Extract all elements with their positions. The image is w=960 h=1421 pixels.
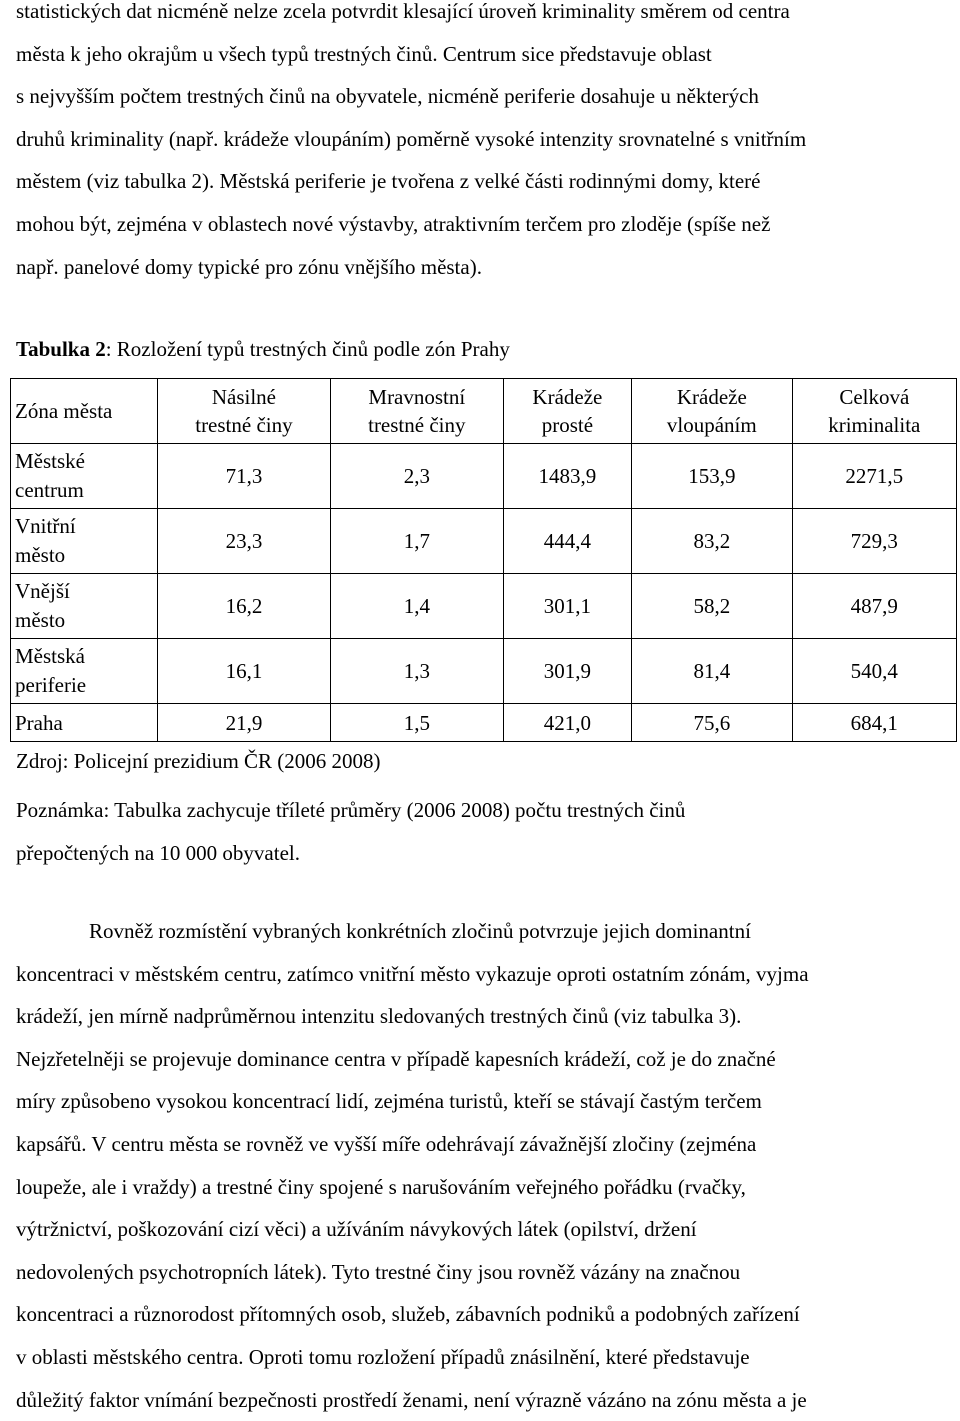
value-cell: 684,1 — [792, 704, 956, 742]
table-caption — [16, 334, 510, 364]
text-line: v oblasti městského centra. Oproti tomu rozložení případů znásilnění, které představuje — [16, 1344, 750, 1369]
value-cell: 83,2 — [632, 509, 793, 574]
text-line: Rovněž rozmístění vybraných konkrétních zločinů potvrzuje jejich dominantní — [89, 919, 751, 943]
column-header-total: Celková kriminalita — [792, 379, 956, 444]
value-cell: 1483,9 — [503, 444, 631, 509]
table-note — [16, 789, 946, 874]
text-line: koncentraci a různorodost přítomných osob, služeb, zábavních podniků a podobných zařízení — [16, 1302, 800, 1327]
table-row — [11, 639, 957, 704]
value-cell: 2271,5 — [792, 444, 956, 509]
value-cell: 71,3 — [158, 444, 331, 509]
text-line: loupeže, ale i vraždy) a trestné činy spojené s narušováním veřejného pořádku (rvačky, — [16, 1174, 746, 1199]
text-line: koncentraci v městském centru, zatímco vnitřní město vykazuje oproti ostatním zónám, vyjma — [16, 961, 809, 986]
text-line: přepočtených na 10 000 obyvatel. — [16, 840, 300, 865]
text-line: důležitý faktor vnímání bezpečnosti prostředí ženami, není výrazně vázáno na zónu města a je — [16, 1387, 807, 1412]
zone-cell: Městská periferie — [11, 639, 158, 704]
value-cell: 81,4 — [632, 639, 793, 704]
text-line: města k jeho okrajům u všech typů trestných činů. Centrum sice představuje oblast — [16, 41, 712, 66]
text-line: míry způsobeno vysokou koncentrací lidí, zejména turistů, kteří se stávají častým terčem — [16, 1089, 762, 1114]
column-header-moral: Mravnostní trestné činy — [330, 379, 503, 444]
zone-cell: Městské centrum — [11, 444, 158, 509]
crime-table — [10, 378, 957, 742]
text-line: s nejvyšším počtem trestných činů na obyvatele, nicméně periferie dosahuje u některých — [16, 84, 759, 109]
value-cell: 153,9 — [632, 444, 793, 509]
table-caption-label: Tabulka 2 — [16, 337, 106, 361]
value-cell: 23,3 — [158, 509, 331, 574]
value-cell: 75,6 — [632, 704, 793, 742]
value-cell: 1,3 — [330, 639, 503, 704]
value-cell: 1,5 — [330, 704, 503, 742]
column-header-zone: Zóna města — [11, 379, 158, 444]
value-cell: 16,1 — [158, 639, 331, 704]
value-cell: 301,1 — [503, 574, 631, 639]
value-cell: 301,9 — [503, 639, 631, 704]
zone-cell: Vnější město — [11, 574, 158, 639]
value-cell: 1,4 — [330, 574, 503, 639]
value-cell: 58,2 — [632, 574, 793, 639]
column-header-burglary: Krádeže vloupáním — [632, 379, 793, 444]
value-cell: 444,4 — [503, 509, 631, 574]
column-header-theft: Krádeže prosté — [503, 379, 631, 444]
text-line: Nejzřetelněji se projevuje dominance centra v případě kapesních krádeží, což je do značné — [16, 1046, 776, 1071]
value-cell: 540,4 — [792, 639, 956, 704]
value-cell: 16,2 — [158, 574, 331, 639]
value-cell: 487,9 — [792, 574, 956, 639]
table-header-row — [11, 379, 957, 444]
text-line: statistických dat nicméně nelze zcela potvrdit klesající úroveň kriminality směrem od centra — [16, 0, 790, 23]
value-cell: 21,9 — [158, 704, 331, 742]
table-total-row — [11, 704, 957, 742]
intro-paragraph — [16, 0, 946, 288]
zone-cell: Praha — [11, 704, 158, 742]
text-line: městem (viz tabulka 2). Městská periferie je tvořena z velké části rodinnými domy, které — [16, 169, 761, 194]
body-paragraph — [16, 910, 946, 1421]
table-row — [11, 574, 957, 639]
text-line: kapsářů. V centru města se rovněž ve vyšší míře odehrávají závažnější zločiny (zejména — [16, 1131, 757, 1156]
table-source: Zdroj: Policejní prezidium ČR (2006 2008) — [16, 749, 381, 773]
text-line: výtržnictví, poškozování cizí věci) a užíváním návykových látek (opilství, držení — [16, 1217, 697, 1242]
value-cell: 729,3 — [792, 509, 956, 574]
value-cell: 421,0 — [503, 704, 631, 742]
table-row — [11, 509, 957, 574]
text-line: např. panelové domy typické pro zónu vnějšího města). — [16, 254, 482, 279]
table-row — [11, 444, 957, 509]
text-line: nedovolených psychotropních látek). Tyto trestné činy jsou rovněž vázány na značnou — [16, 1259, 741, 1284]
text-line: druhů kriminality (např. krádeže vloupáním) poměrně vysoké intenzity srovnatelné s vnitřním — [16, 126, 807, 151]
value-cell: 1,7 — [330, 509, 503, 574]
zone-cell: Vnitřní město — [11, 509, 158, 574]
table-caption-text: : Rozložení typů trestných činů podle zón Prahy — [105, 337, 510, 361]
text-line: Poznámka: Tabulka zachycuje tříleté průměry (2006 2008) počtu trestných činů — [16, 798, 686, 822]
column-header-violent: Násilné trestné činy — [158, 379, 331, 444]
text-line: mohou být, zejména v oblastech nové výstavby, atraktivním terčem pro zloděje (spíše než — [16, 211, 771, 236]
text-line: krádeží, jen mírně nadprůměrnou intenzitu sledovaných trestných činů (viz tabulka 3). — [16, 1004, 742, 1029]
value-cell: 2,3 — [330, 444, 503, 509]
